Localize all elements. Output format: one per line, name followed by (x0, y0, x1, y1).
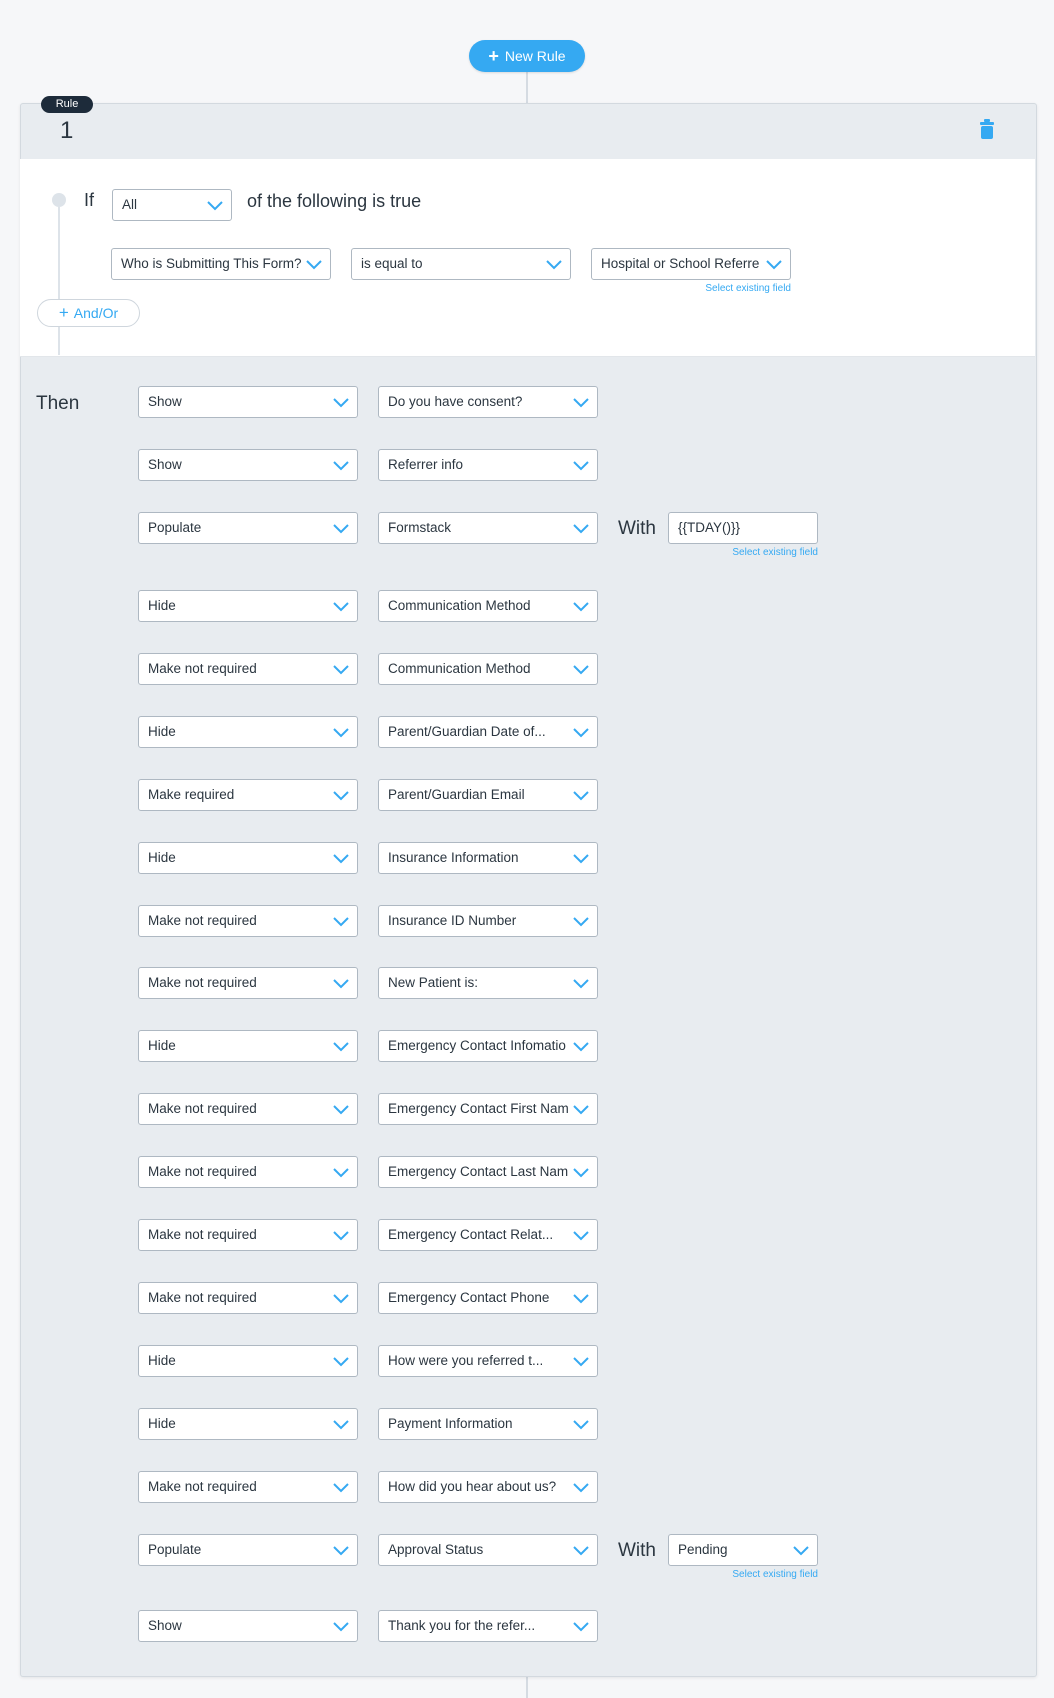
action-type-value: Make not required (148, 661, 257, 676)
with-label: With (618, 518, 656, 539)
action-field-select[interactable] (378, 1093, 598, 1125)
condition-operator-select[interactable] (351, 248, 571, 280)
action-field-value: Parent/Guardian Date of... (388, 724, 546, 739)
with-value: {{TDAY()}} (678, 520, 741, 535)
chevron-down-icon (333, 791, 349, 801)
chevron-down-icon (766, 260, 782, 270)
with-label: With (618, 1540, 656, 1561)
action-type-value: Make required (148, 787, 235, 802)
action-field-select[interactable] (378, 653, 598, 685)
action-type-value: Populate (148, 520, 202, 535)
chevron-down-icon (333, 1546, 349, 1556)
action-field-select[interactable] (378, 779, 598, 811)
chevron-down-icon (573, 1105, 589, 1115)
select-existing-field-link[interactable]: Select existing field (732, 547, 818, 558)
action-type-value: Hide (148, 724, 176, 739)
action-field-select[interactable] (378, 1156, 598, 1188)
chevron-down-icon (573, 1622, 589, 1632)
action-field-select[interactable] (378, 967, 598, 999)
if-label: If (84, 190, 95, 210)
chevron-down-icon (573, 1420, 589, 1430)
action-field-select[interactable] (378, 842, 598, 874)
chevron-down-icon (573, 1168, 589, 1178)
action-type-value: Make not required (148, 1290, 257, 1305)
condition-field-value: Who is Submitting This Form? (121, 256, 302, 271)
chevron-down-icon (333, 1483, 349, 1493)
action-field-select[interactable] (378, 1219, 598, 1251)
with-value-select[interactable] (668, 1534, 818, 1566)
action-type-value: Make not required (148, 1227, 257, 1242)
chevron-down-icon (546, 260, 562, 270)
chevron-down-icon (333, 398, 349, 408)
action-field-select[interactable] (378, 449, 598, 481)
chevron-down-icon (573, 524, 589, 534)
chevron-down-icon (333, 1105, 349, 1115)
action-type-select[interactable] (138, 1408, 358, 1440)
action-field-value: Communication Method (388, 598, 531, 613)
action-type-value: Show (148, 457, 182, 472)
action-type-value: Make not required (148, 913, 257, 928)
chevron-down-icon (793, 1546, 809, 1556)
action-field-value: Emergency Contact Infomatio (388, 1038, 566, 1053)
action-type-select[interactable] (138, 590, 358, 622)
action-type-select[interactable] (138, 1282, 358, 1314)
chevron-down-icon (573, 1294, 589, 1304)
action-type-value: Hide (148, 1353, 176, 1368)
action-field-select[interactable] (378, 1471, 598, 1503)
action-field-value: New Patient is: (388, 975, 479, 990)
action-type-select[interactable] (138, 779, 358, 811)
and-or-label: And/Or (73, 305, 119, 321)
action-field-value: Emergency Contact Phone (388, 1290, 550, 1305)
chevron-down-icon (573, 917, 589, 927)
chevron-down-icon (333, 1231, 349, 1241)
action-field-select[interactable] (378, 1610, 598, 1642)
action-type-select[interactable] (138, 1345, 358, 1377)
chevron-down-icon (333, 1168, 349, 1178)
select-existing-field-link[interactable]: Select existing field (705, 283, 791, 294)
action-type-select[interactable] (138, 1093, 358, 1125)
chevron-down-icon (333, 979, 349, 989)
timeline-dot (52, 193, 66, 207)
match-suffix-text: of the following is true (247, 191, 422, 211)
chevron-down-icon (573, 665, 589, 675)
action-field-select[interactable] (378, 1030, 598, 1062)
action-type-select[interactable] (138, 1610, 358, 1642)
action-type-select[interactable] (138, 1030, 358, 1062)
condition-operator-value: is equal to (361, 256, 423, 271)
chevron-down-icon (573, 461, 589, 471)
action-type-value: Show (148, 1618, 182, 1633)
action-field-select[interactable] (378, 386, 598, 418)
action-field-value: Insurance Information (388, 850, 519, 865)
action-field-value: Emergency Contact First Nam (388, 1101, 569, 1116)
chevron-down-icon (333, 1294, 349, 1304)
new-rule-button[interactable] (469, 40, 585, 72)
chevron-down-icon (573, 602, 589, 612)
action-type-select[interactable] (138, 1219, 358, 1251)
action-field-value: Parent/Guardian Email (388, 787, 525, 802)
then-label: Then (36, 393, 80, 414)
chevron-down-icon (333, 461, 349, 471)
action-type-value: Hide (148, 1038, 176, 1053)
action-type-select[interactable] (138, 842, 358, 874)
action-type-select[interactable] (138, 716, 358, 748)
action-field-value: How did you hear about us? (388, 1479, 557, 1494)
action-field-value: Formstack (388, 520, 452, 535)
connector-line-bottom (526, 1675, 528, 1698)
action-field-value: Referrer info (388, 457, 464, 472)
plus-icon: + (58, 303, 69, 322)
action-field-select[interactable] (378, 590, 598, 622)
condition-value-select[interactable] (591, 248, 791, 280)
chevron-down-icon (333, 1420, 349, 1430)
match-type-select[interactable] (112, 189, 232, 221)
chevron-down-icon (333, 1357, 349, 1367)
chevron-down-icon (333, 728, 349, 738)
with-value: Pending (678, 1542, 728, 1557)
connector-line-top (526, 70, 528, 104)
match-type-value: All (122, 197, 138, 212)
action-type-select[interactable] (138, 449, 358, 481)
chevron-down-icon (573, 1357, 589, 1367)
action-field-select[interactable] (378, 512, 598, 544)
action-type-select[interactable] (138, 512, 358, 544)
action-type-select[interactable] (138, 386, 358, 418)
action-field-value: Do you have consent? (388, 394, 523, 409)
chevron-down-icon (333, 602, 349, 612)
and-or-button[interactable] (37, 299, 140, 327)
chevron-down-icon (573, 791, 589, 801)
rule-number: 1 (60, 117, 74, 144)
action-type-select[interactable] (138, 1534, 358, 1566)
timeline-line (58, 207, 60, 355)
action-field-value: Emergency Contact Relat... (388, 1227, 554, 1242)
chevron-down-icon (333, 524, 349, 534)
select-existing-field-link[interactable]: Select existing field (732, 1569, 818, 1580)
chevron-down-icon (333, 1042, 349, 1052)
action-field-select[interactable] (378, 905, 598, 937)
condition-field-select[interactable] (111, 248, 331, 280)
chevron-down-icon (573, 398, 589, 408)
chevron-down-icon (333, 854, 349, 864)
action-type-select[interactable] (138, 905, 358, 937)
action-field-select[interactable] (378, 1408, 598, 1440)
chevron-down-icon (306, 260, 322, 270)
chevron-down-icon (573, 1483, 589, 1493)
action-type-value: Hide (148, 850, 176, 865)
action-field-value: Communication Method (388, 661, 531, 676)
action-type-value: Make not required (148, 1164, 257, 1179)
chevron-down-icon (333, 665, 349, 675)
chevron-down-icon (573, 1042, 589, 1052)
action-field-select[interactable] (378, 716, 598, 748)
action-field-select[interactable] (378, 1345, 598, 1377)
action-field-value: Approval Status (388, 1542, 484, 1557)
with-value-input[interactable] (668, 512, 818, 544)
action-type-value: Make not required (148, 1101, 257, 1116)
new-rule-label: New Rule (504, 48, 566, 64)
chevron-down-icon (207, 201, 223, 211)
chevron-down-icon (573, 1546, 589, 1556)
chevron-down-icon (333, 1622, 349, 1632)
chevron-down-icon (573, 979, 589, 989)
action-field-value: Thank you for the refer... (388, 1618, 536, 1633)
action-type-value: Hide (148, 1416, 176, 1431)
action-type-value: Populate (148, 1542, 202, 1557)
action-field-value: Insurance ID Number (388, 913, 517, 928)
action-field-value: How were you referred t... (388, 1353, 544, 1368)
chevron-down-icon (573, 1231, 589, 1241)
plus-icon: + (488, 46, 499, 66)
action-field-select[interactable] (378, 1534, 598, 1566)
trash-icon[interactable] (979, 119, 995, 139)
rule-badge: Rule (41, 96, 93, 113)
action-type-value: Make not required (148, 1479, 257, 1494)
chevron-down-icon (333, 917, 349, 927)
action-field-value: Payment Information (388, 1416, 513, 1431)
condition-value: Hospital or School Referre (601, 256, 760, 271)
action-type-value: Make not required (148, 975, 257, 990)
action-type-select[interactable] (138, 967, 358, 999)
action-type-select[interactable] (138, 1471, 358, 1503)
action-type-select[interactable] (138, 653, 358, 685)
action-type-value: Show (148, 394, 182, 409)
action-type-value: Hide (148, 598, 176, 613)
action-field-value: Emergency Contact Last Nam (388, 1164, 569, 1179)
chevron-down-icon (573, 728, 589, 738)
chevron-down-icon (573, 854, 589, 864)
action-field-select[interactable] (378, 1282, 598, 1314)
action-type-select[interactable] (138, 1156, 358, 1188)
